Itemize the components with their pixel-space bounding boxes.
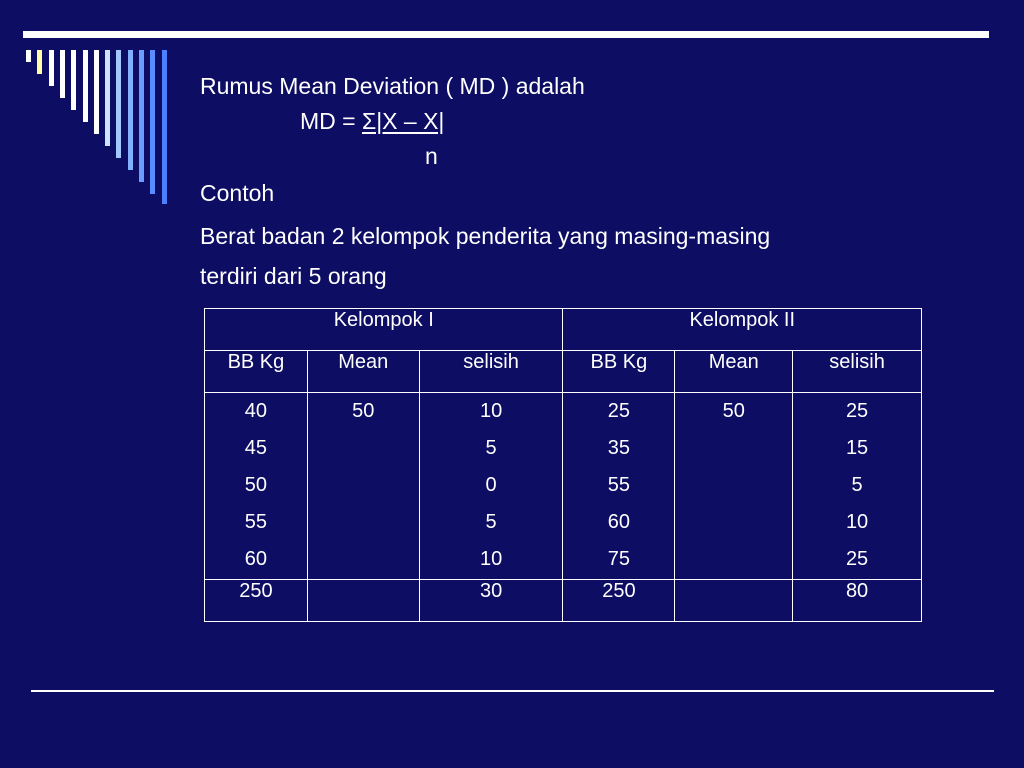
value-item: 10	[479, 548, 503, 570]
value-item: 25	[845, 400, 869, 422]
value-item: 55	[607, 474, 631, 496]
value-item: 75	[607, 548, 631, 570]
value-item: 5	[851, 474, 863, 496]
value-item: 5	[485, 437, 497, 459]
value-item: 0	[485, 474, 497, 496]
value-item: 50	[352, 400, 375, 422]
column-header-cell: BB Kg	[205, 351, 308, 393]
column-header-cell: BB Kg	[563, 351, 675, 393]
example-line-2: terdiri dari 5 orang	[200, 263, 387, 289]
total-cell: 30	[419, 580, 563, 622]
value-item: 45	[244, 437, 268, 459]
top-rule	[23, 31, 989, 38]
values-cell	[307, 393, 419, 580]
value-item: 55	[244, 511, 268, 533]
values-cell	[563, 393, 675, 580]
decorative-bar	[71, 50, 76, 110]
decorative-bar	[60, 50, 65, 98]
decorative-bar	[83, 50, 88, 122]
total-cell	[675, 580, 793, 622]
value-item: 60	[244, 548, 268, 570]
column-header-cell: Mean	[307, 351, 419, 393]
values-cell	[205, 393, 308, 580]
decorative-bar	[116, 50, 121, 158]
value-item: 60	[607, 511, 631, 533]
value-item: 25	[845, 548, 869, 570]
value-item: 15	[845, 437, 869, 459]
decorative-bar	[37, 50, 42, 74]
decorative-bar	[94, 50, 99, 134]
decorative-bar	[128, 50, 133, 170]
example-line-1: Berat badan 2 kelompok penderita yang masing-masing	[200, 223, 771, 249]
bottom-rule	[31, 690, 994, 692]
column-header-cell: selisih	[419, 351, 563, 393]
formula-denominator: n	[425, 143, 438, 169]
group-header-cell: Kelompok I	[205, 309, 563, 351]
decorative-bar	[26, 50, 31, 62]
value-item: 10	[845, 511, 869, 533]
value-item: 50	[722, 400, 745, 422]
values-cell	[793, 393, 922, 580]
value-item: 40	[244, 400, 268, 422]
formula-lhs: MD =	[300, 108, 362, 134]
total-cell: 80	[793, 580, 922, 622]
value-item: 25	[607, 400, 631, 422]
example-heading: Contoh	[200, 180, 275, 206]
formula-numerator: Σ|X – X|	[361, 108, 445, 134]
decorative-bar	[139, 50, 144, 182]
total-cell: 250	[563, 580, 675, 622]
decorative-bar	[105, 50, 110, 146]
decorative-bar	[49, 50, 54, 86]
weight-table	[204, 308, 922, 622]
values-cell	[419, 393, 563, 580]
decorative-bar	[162, 50, 167, 204]
formula-expression	[300, 110, 444, 133]
column-header-cell: Mean	[675, 351, 793, 393]
decorative-bar	[150, 50, 155, 194]
total-cell	[307, 580, 419, 622]
values-row	[205, 393, 922, 580]
column-header-cell: selisih	[793, 351, 922, 393]
value-item: 5	[485, 511, 497, 533]
value-item: 35	[607, 437, 631, 459]
column-header-row	[205, 351, 922, 393]
group-header-row	[205, 309, 922, 351]
formula-title: Rumus Mean Deviation ( MD ) adalah	[200, 73, 585, 99]
total-cell: 250	[205, 580, 308, 622]
value-item: 10	[479, 400, 503, 422]
group-header-cell: Kelompok II	[563, 309, 922, 351]
values-cell	[675, 393, 793, 580]
value-item: 50	[244, 474, 268, 496]
totals-row	[205, 580, 922, 622]
